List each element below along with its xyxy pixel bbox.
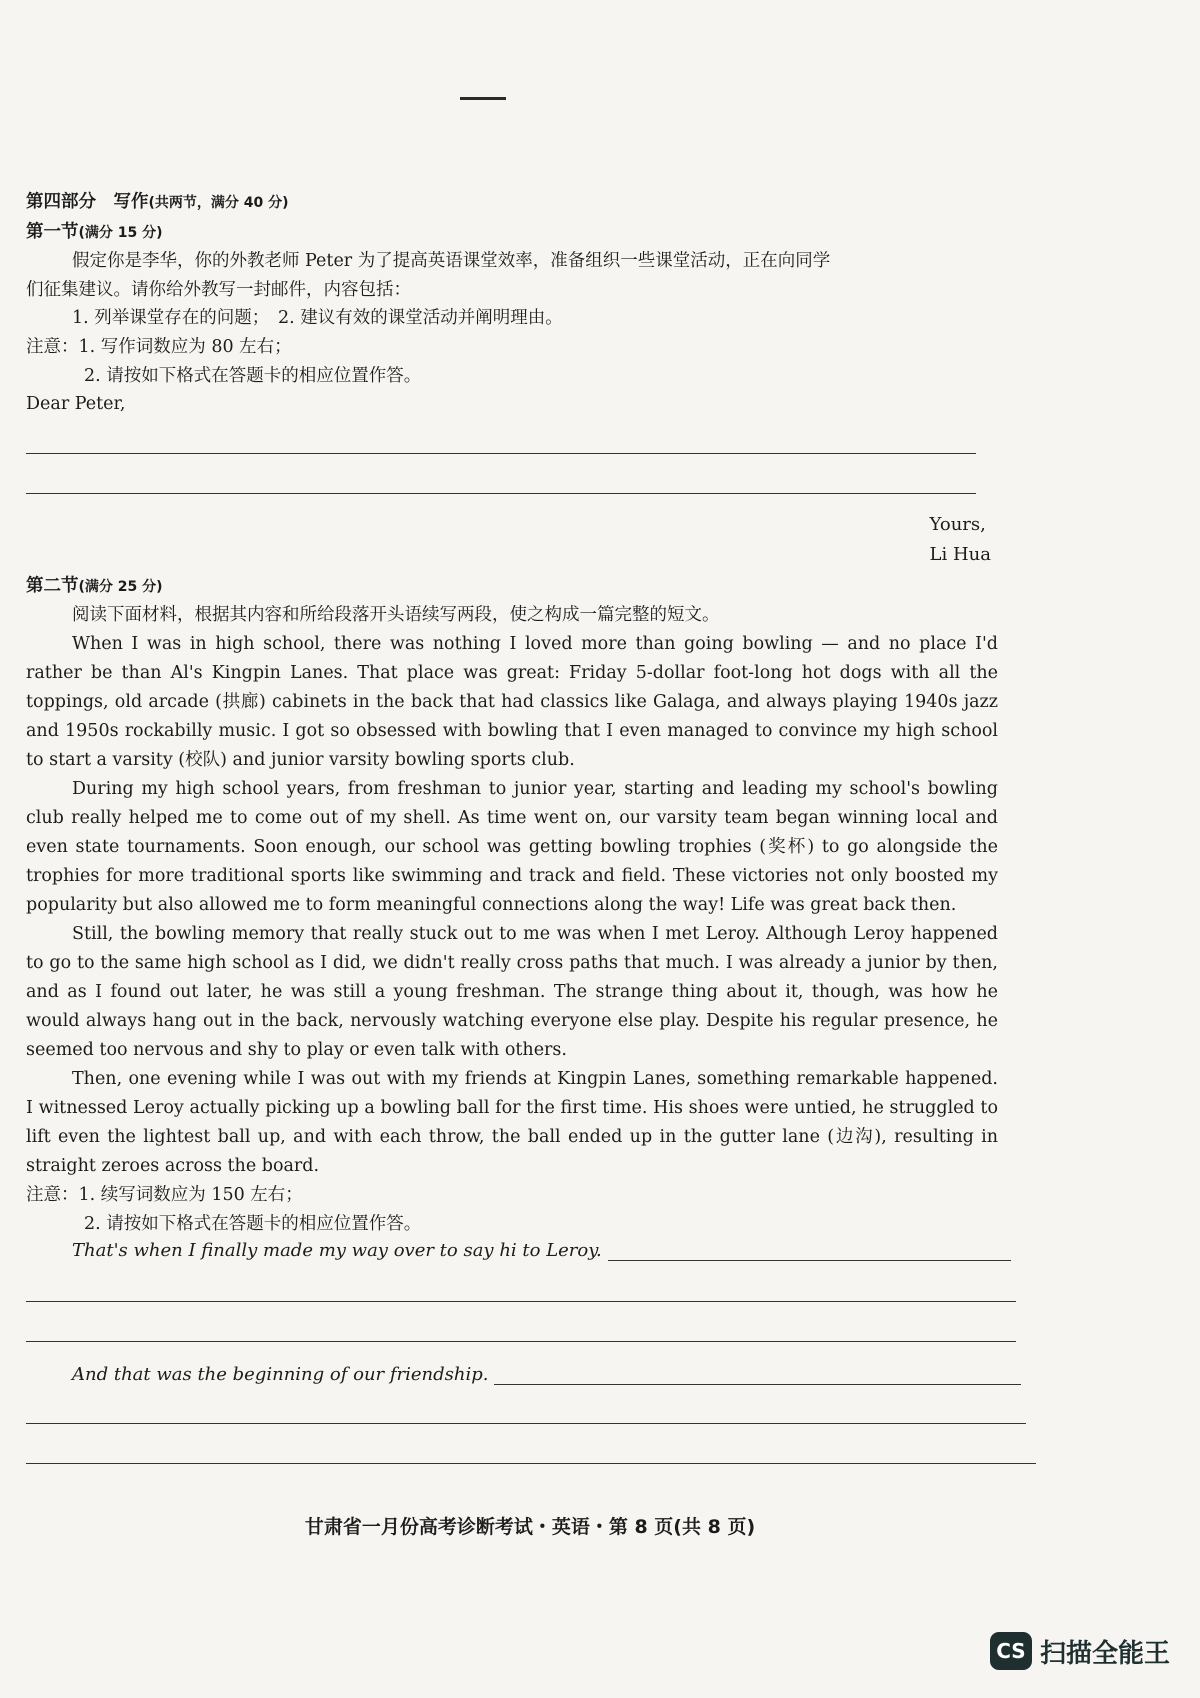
signature: Li Hua — [929, 543, 991, 565]
closing: Yours, — [929, 513, 986, 535]
story-paragraph: When I was in high school, there was nothing I loved more than going bowling — and no place I'd rather be than Al's Kingpin Lanes. That place was great: Friday 5-dollar foot-long hot dogs with all the toppings, old arcade (拱廊) cabinets in the back that had classics like Galaga, and always playing 1940s jazz and 1950s rockabilly music. I got so obsessed with bowling that I even managed to convince my high school to start a varsity (校队) and junior varsity bowling sports club. — [26, 633, 998, 770]
story-paragraph: Then, one evening while I was out with my friends at Kingpin Lanes, something remarkable happened. I witnessed Leroy actually picking up a bowling ball for the first time. His shoes were untied, he struggled to lift even the lightest ball up, and with each throw, the ball ended up in the gutter lane (边沟), resulting in straight zeroes across the board. — [26, 1068, 998, 1176]
writing-section — [26, 188, 1016, 1464]
section2-heading: 第二节(满分 25 分) — [26, 575, 163, 596]
answer-line — [494, 1366, 1021, 1385]
story-paragraph: During my high school years, from freshman to junior year, starting and leading my school's bowling club really helped me to come out of my shell. As time went on, our varsity team began winning local and even state tournaments. Soon enough, our school was getting bowling trophies (奖杯) to go alongside the trophies for more traditional sports like swimming and track and field. These victories not only boosted my popularity but also allowed me to form meaningful connections along the way! Life was great back then. — [26, 778, 998, 915]
answer-line — [26, 1341, 1016, 1342]
camscanner-logo-icon: CS — [990, 1632, 1032, 1670]
story-paragraph: Still, the bowling memory that really stuck out to me was when I met Leroy. Although Leroy happened to go to the same high school as I did, we didn't really cross paths that much. I was already a junior by then, and as I found out later, he was still a young freshman. The strange thing about it, though, was how he would always hang out in the back, nervously watching everyone else play. Despite his regular presence, he seemed too nervous and shy to play or even talk with others. — [26, 923, 998, 1060]
signoff — [26, 510, 1003, 570]
prompt-1: That's when I finally made my way over to say hi to Leroy. — [72, 1240, 602, 1262]
task-text-2: 们征集建议。请你给外教写一封邮件，内容包括： — [26, 279, 411, 300]
s1-note-1: 注意：1. 写作词数应为 80 左右； — [26, 336, 292, 357]
answer-line — [26, 1463, 1036, 1464]
s2-note-2: 2. 请按如下格式在答题卡的相应位置作答。 — [84, 1213, 422, 1234]
page-footer: 甘肃省一月份高考诊断考试・英语・第 8 页(共 8 页) — [304, 1516, 756, 1538]
s2-instruction: 阅读下面材料，根据其内容和所给段落开头语续写两段，使之构成一篇完整的短文。 — [72, 605, 720, 626]
prompt-2-row — [26, 1364, 1021, 1385]
section1-heading: 第一节(满分 15 分) — [26, 221, 163, 242]
task-items: 1. 列举课堂存在的问题； 2. 建议有效的课堂活动并阐明理由。 — [72, 308, 563, 329]
story-text — [26, 630, 998, 1181]
watermark-text: 扫描全能王 — [1039, 1638, 1170, 1669]
task-text-1: 假定你是李华，你的外教老师 Peter 为了提高英语课堂效率，准备组织一些课堂活动，正在向同学 — [72, 251, 831, 272]
greeting: Dear Peter, — [26, 394, 126, 415]
scanner-watermark — [990, 1632, 1170, 1670]
prompt-2: And that was the beginning of our friendship. — [72, 1364, 489, 1386]
prompt-1-row — [26, 1240, 1011, 1261]
answer-line — [608, 1242, 1011, 1261]
part-heading: 第四部分 写作(共两节，满分 40 分) — [26, 192, 289, 212]
s1-note-2: 2. 请按如下格式在答题卡的相应位置作答。 — [84, 365, 422, 386]
top-mark — [460, 97, 506, 100]
s2-note-1: 注意：1. 续写词数应为 150 左右； — [26, 1184, 303, 1205]
